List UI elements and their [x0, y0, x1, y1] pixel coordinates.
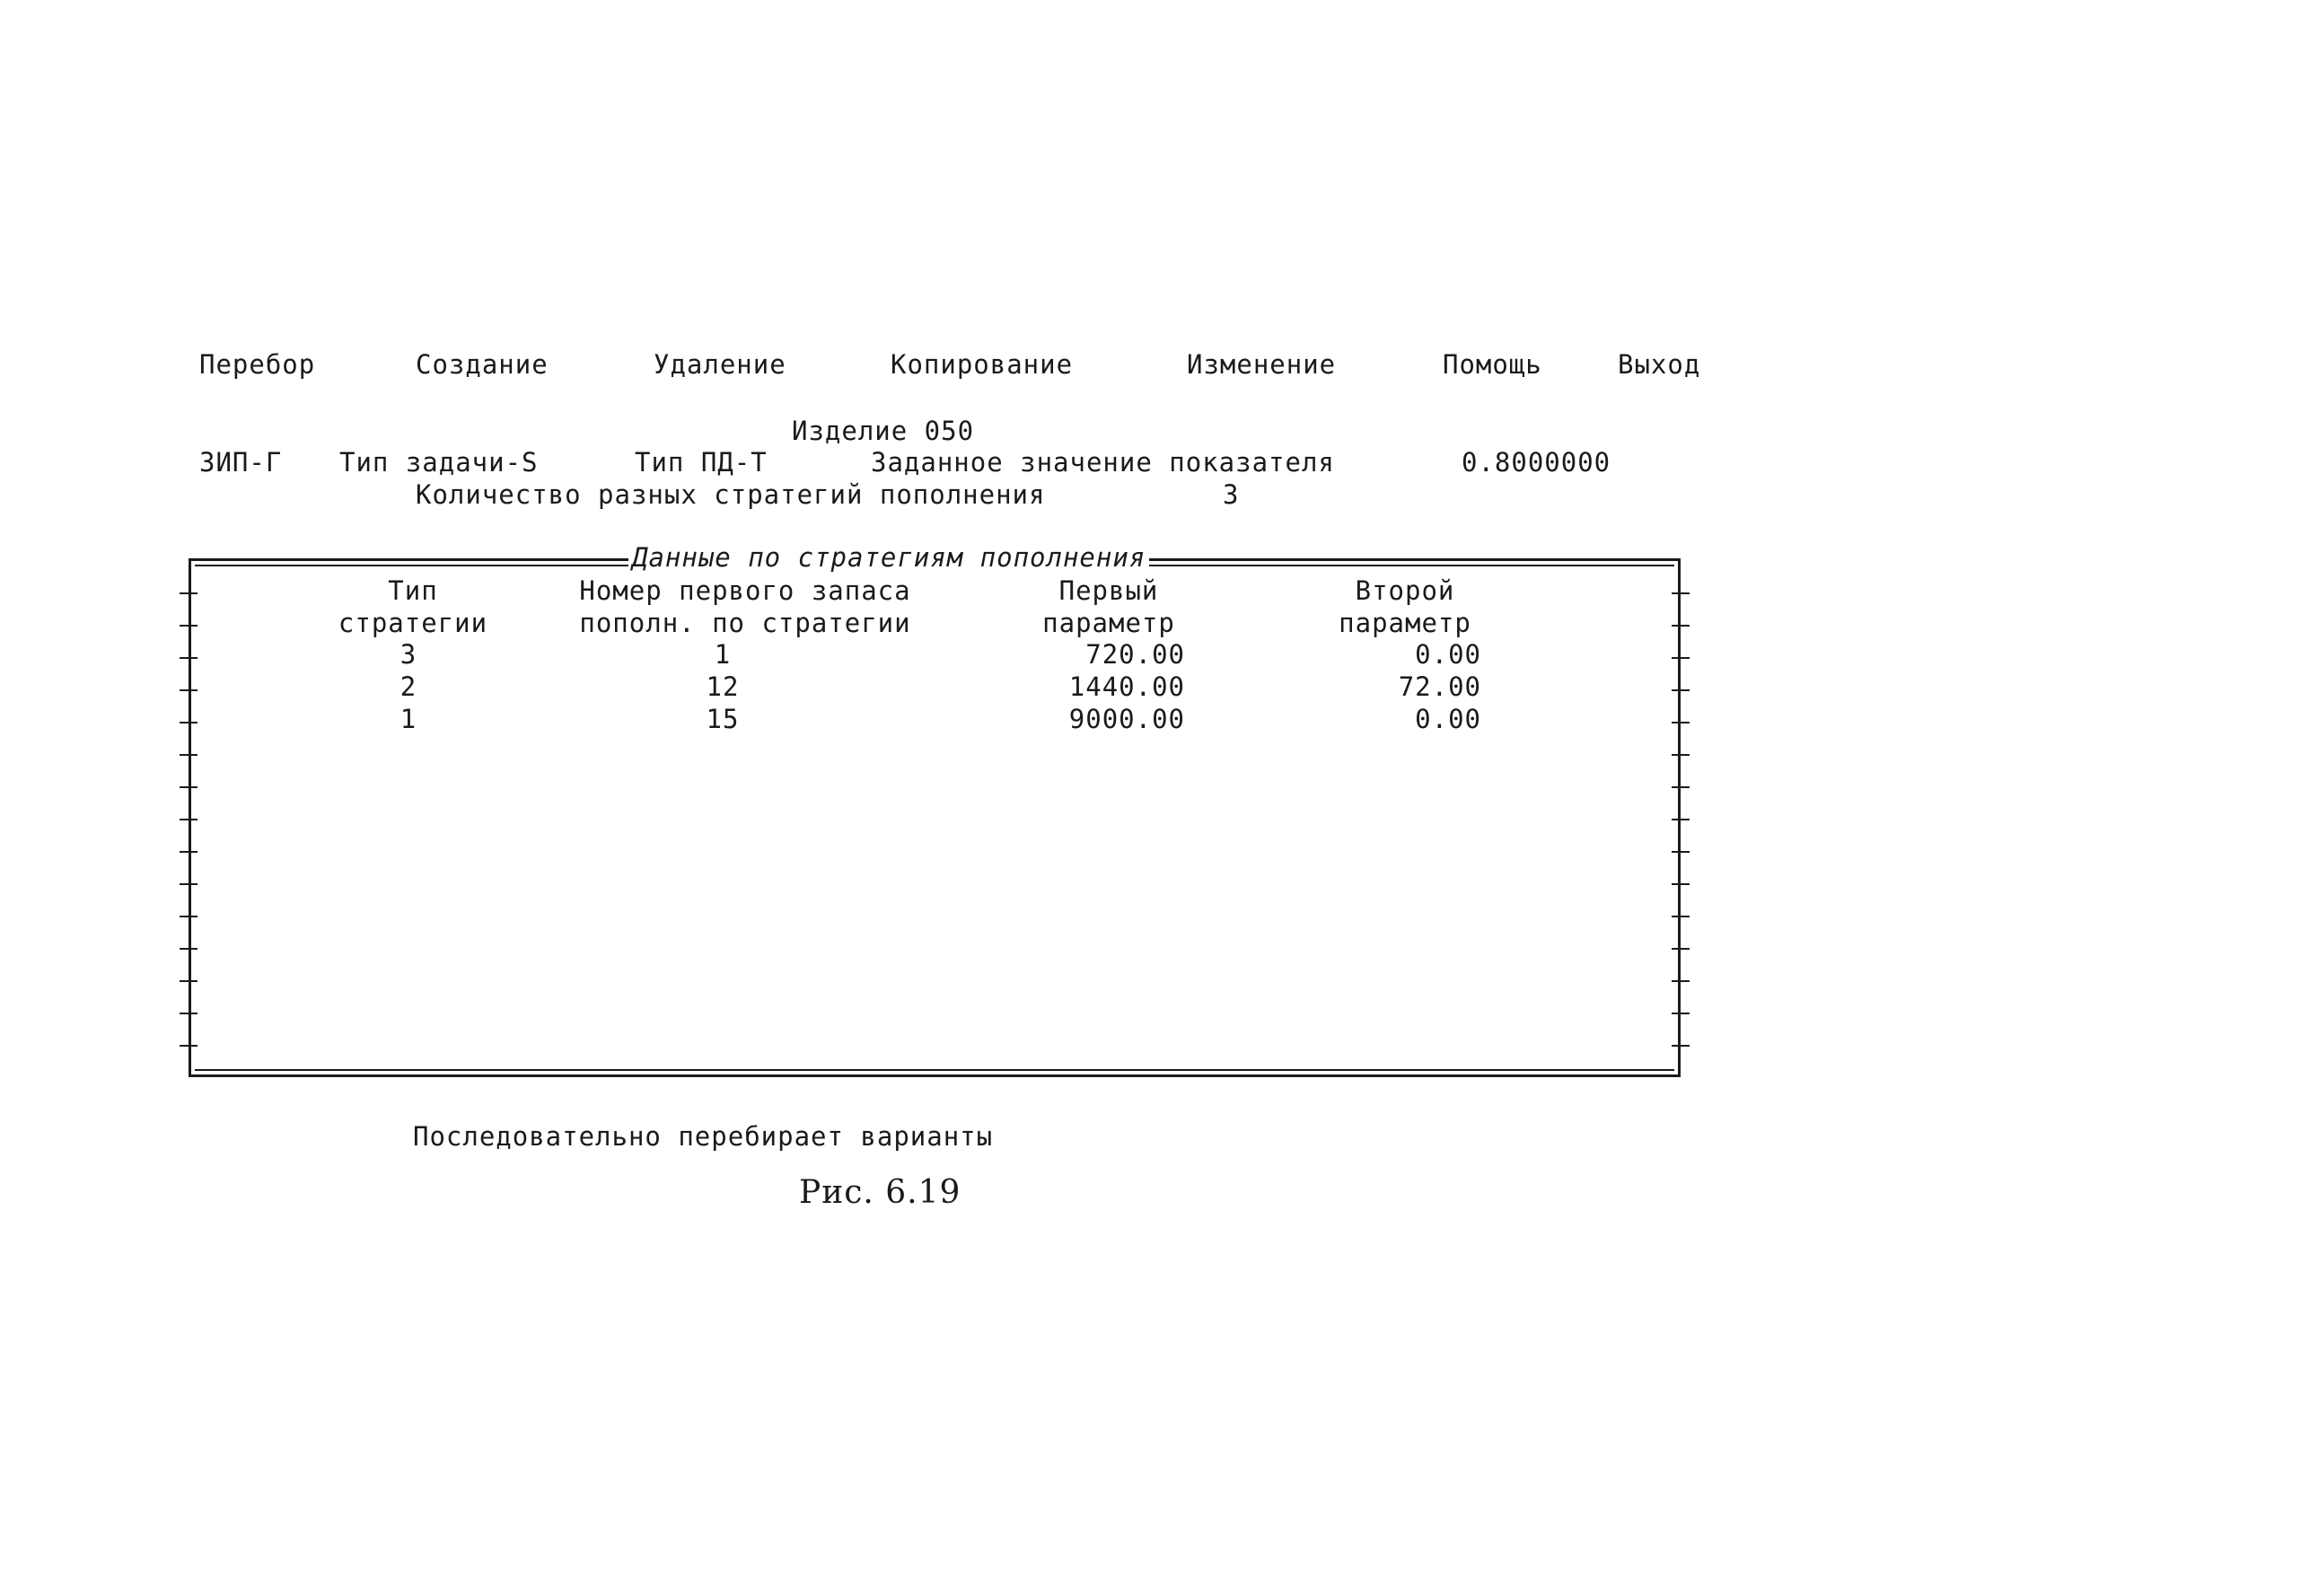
menu-item-udalenie[interactable]: Удаление — [654, 349, 786, 380]
figure-caption: Рис. 6.19 — [799, 1174, 961, 1211]
cell-param2: 0.00 — [1415, 704, 1481, 734]
product-title: Изделие 050 — [792, 416, 975, 446]
frame-tick — [1672, 948, 1690, 950]
target-label: Заданное значение показателя — [871, 447, 1335, 478]
cell-param1: 1440.00 — [1068, 671, 1185, 702]
frame-tick — [180, 657, 198, 659]
cell-type: 3 — [400, 639, 417, 670]
frame-tick — [180, 1045, 198, 1047]
column-header-type-line1: Тип — [388, 575, 438, 606]
column-header-first-stock-line1: Номер первого запаса — [579, 575, 911, 606]
frame-tick — [1672, 592, 1690, 594]
menu-item-sozdanie[interactable]: Создание — [416, 349, 549, 380]
column-header-first-stock-line2: пополн. по стратегии — [579, 608, 911, 638]
frame-tick — [180, 689, 198, 691]
frame-tick — [180, 786, 198, 788]
status-hint: Последовательно перебирает варианты — [413, 1121, 994, 1152]
zip-type: ЗИП-Г — [199, 447, 283, 478]
frame-tick — [1672, 916, 1690, 917]
pd-type: Тип ПД-Т — [635, 447, 768, 478]
cell-param1: 720.00 — [1085, 639, 1185, 670]
column-header-param2-line2: параметр — [1339, 608, 1471, 638]
frame-tick — [180, 883, 198, 885]
menu-item-vyhod[interactable]: Выход — [1618, 349, 1701, 380]
frame-tick — [1672, 689, 1690, 691]
menu-item-kopirovanie[interactable]: Копирование — [891, 349, 1074, 380]
frame-tick — [1672, 883, 1690, 885]
frame-tick — [1672, 754, 1690, 756]
frame-tick — [1672, 722, 1690, 723]
frame-tick — [1672, 657, 1690, 659]
frame-tick — [1672, 625, 1690, 627]
column-header-param2-line1: Второй — [1355, 575, 1455, 606]
cell-first-stock: 1 — [714, 639, 732, 670]
frame-tick — [1672, 1013, 1690, 1014]
cell-first-stock: 12 — [706, 671, 740, 702]
cell-first-stock: 15 — [706, 704, 740, 734]
frame-tick — [1672, 980, 1690, 982]
cell-param1: 9000.00 — [1068, 704, 1185, 734]
frame-tick — [180, 916, 198, 917]
frame-tick — [1672, 819, 1690, 820]
cell-type: 1 — [400, 704, 417, 734]
frame-tick — [180, 948, 198, 950]
frame-tick — [1672, 1045, 1690, 1047]
frame-tick — [180, 819, 198, 820]
cell-param2: 72.00 — [1398, 671, 1481, 702]
cell-type: 2 — [400, 671, 417, 702]
frame-tick — [180, 722, 198, 723]
frame-tick — [1672, 786, 1690, 788]
column-header-param1-line1: Первый — [1058, 575, 1159, 606]
frame-tick — [180, 754, 198, 756]
menu-item-perebor[interactable]: Перебор — [199, 349, 316, 380]
table-title: Данные по стратегиям пополнения — [628, 541, 1149, 574]
strategies-count-value: 3 — [1223, 479, 1240, 510]
task-type: Тип задачи-S — [339, 447, 539, 478]
menu-item-pomosch[interactable]: Помощь — [1443, 349, 1542, 380]
frame-tick — [1672, 851, 1690, 853]
frame-tick — [180, 1013, 198, 1014]
frame-tick — [180, 851, 198, 853]
frame-tick — [180, 592, 198, 594]
target-value: 0.8000000 — [1462, 447, 1611, 478]
cell-param2: 0.00 — [1415, 639, 1481, 670]
column-header-type-line2: стратегии — [338, 608, 488, 638]
column-header-param1-line2: параметр — [1042, 608, 1175, 638]
frame-tick — [180, 980, 198, 982]
strategies-count-label: Количество разных стратегий пополнения — [416, 479, 1046, 510]
menu-item-izmenenie[interactable]: Изменение — [1187, 349, 1337, 380]
frame-tick — [180, 625, 198, 627]
